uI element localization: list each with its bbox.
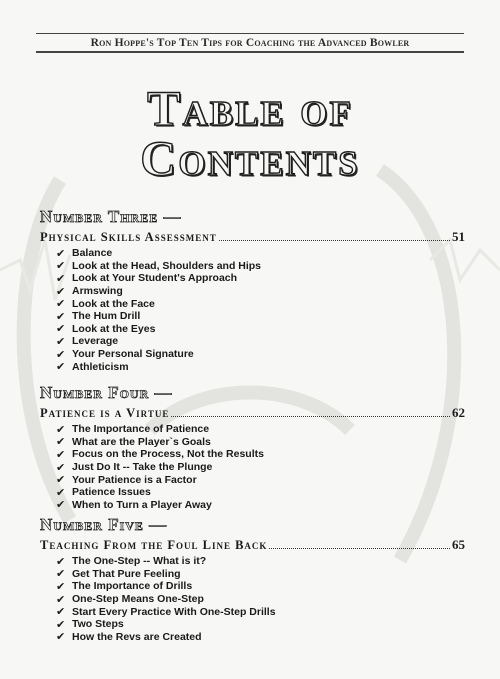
list-item: ✔ Leverage [56,334,119,348]
list-item: ✔ Balance [56,246,113,260]
list-item: ✔ Your Patience is a Factor [56,473,197,487]
topic-list [40,247,465,373]
check-icon: ✔ [56,567,66,581]
check-icon: ✔ [56,422,66,436]
check-icon: ✔ [56,271,66,285]
list-item: ✔ Look at the Face [56,297,155,311]
toc-section-number-five [40,516,465,643]
chapter-page-number: 51 [452,229,465,244]
check-icon: ✔ [56,498,66,512]
dot-leader [269,548,450,549]
chapter-entry[interactable] [40,229,465,245]
list-item: ✔ When to Turn a Player Away [56,498,212,512]
check-icon: ✔ [56,360,66,374]
check-icon: ✔ [56,435,66,449]
section-number: Number Four — [40,383,173,402]
check-icon: ✔ [56,605,66,619]
list-item: ✔ The Hum Drill [56,309,141,323]
check-icon: ✔ [56,297,66,311]
check-icon: ✔ [56,592,66,606]
list-item: ✔ How the Revs are Created [56,630,202,644]
list-item: ✔ What are the Player`s Goals [56,435,211,449]
check-icon: ✔ [56,630,66,644]
header-rule-top [36,33,464,34]
check-icon: ✔ [56,460,66,474]
list-item: ✔ Your Personal Signature [56,347,194,361]
header-rule-bottom [36,51,464,53]
list-item: ✔ Look at the Eyes [56,322,156,336]
list-item: ✔ Start Every Practice With One-Step Drills [56,605,276,619]
chapter-entry[interactable] [40,405,465,421]
list-item: ✔ Get That Pure Feeling [56,567,181,581]
page-title-line-2: Contents [140,130,360,186]
list-item: ✔ Focus on the Process, Not the Results [56,447,264,461]
check-icon: ✔ [56,246,66,260]
list-item: ✔ Two Steps [56,617,124,631]
list-item: ✔ Look at the Head, Shoulders and Hips [56,259,262,273]
section-number: Number Five — [40,515,168,534]
topic-list [40,423,465,511]
dot-leader [219,240,450,241]
list-item: ✔ The Importance of Patience [56,422,210,436]
list-item: ✔ The One-Step -- What is it? [56,554,207,568]
chapter-page-number: 62 [452,405,465,420]
check-icon: ✔ [56,334,66,348]
list-item: ✔ The Importance of Drills [56,579,193,593]
check-icon: ✔ [56,617,66,631]
check-icon: ✔ [56,322,66,336]
check-icon: ✔ [56,259,66,273]
toc-section-number-four [40,384,465,511]
chapter-entry[interactable] [40,537,465,553]
chapter-title: Patience is a Virtue [40,406,170,420]
toc-section-number-three [40,208,465,373]
check-icon: ✔ [56,447,66,461]
check-icon: ✔ [56,309,66,323]
check-icon: ✔ [56,554,66,568]
topic-list [40,555,465,643]
check-icon: ✔ [56,473,66,487]
chapter-page-number: 65 [452,537,465,552]
dot-leader [171,416,450,417]
list-item: ✔ Athleticism [56,360,129,374]
check-icon: ✔ [56,579,66,593]
list-item: ✔ Just Do It -- Take the Plunge [56,460,213,474]
chapter-title: Physical Skills Assessment [40,230,217,244]
check-icon: ✔ [56,485,66,499]
section-number: Number Three — [40,207,182,226]
check-icon: ✔ [56,347,66,361]
list-item: ✔ Look at Your Student's Approach [56,271,238,285]
list-item: ✔ Armswing [56,284,123,298]
check-icon: ✔ [56,284,66,298]
page-title-line-1: Table of [147,80,353,136]
running-head: Ron Hoppe's Top Ten Tips for Coaching the Advanced Bowler [90,37,410,49]
list-item: ✔ Patience Issues [56,485,151,499]
chapter-title: Teaching From the Foul Line Back [40,538,268,552]
list-item: ✔ One-Step Means One-Step [56,592,204,606]
